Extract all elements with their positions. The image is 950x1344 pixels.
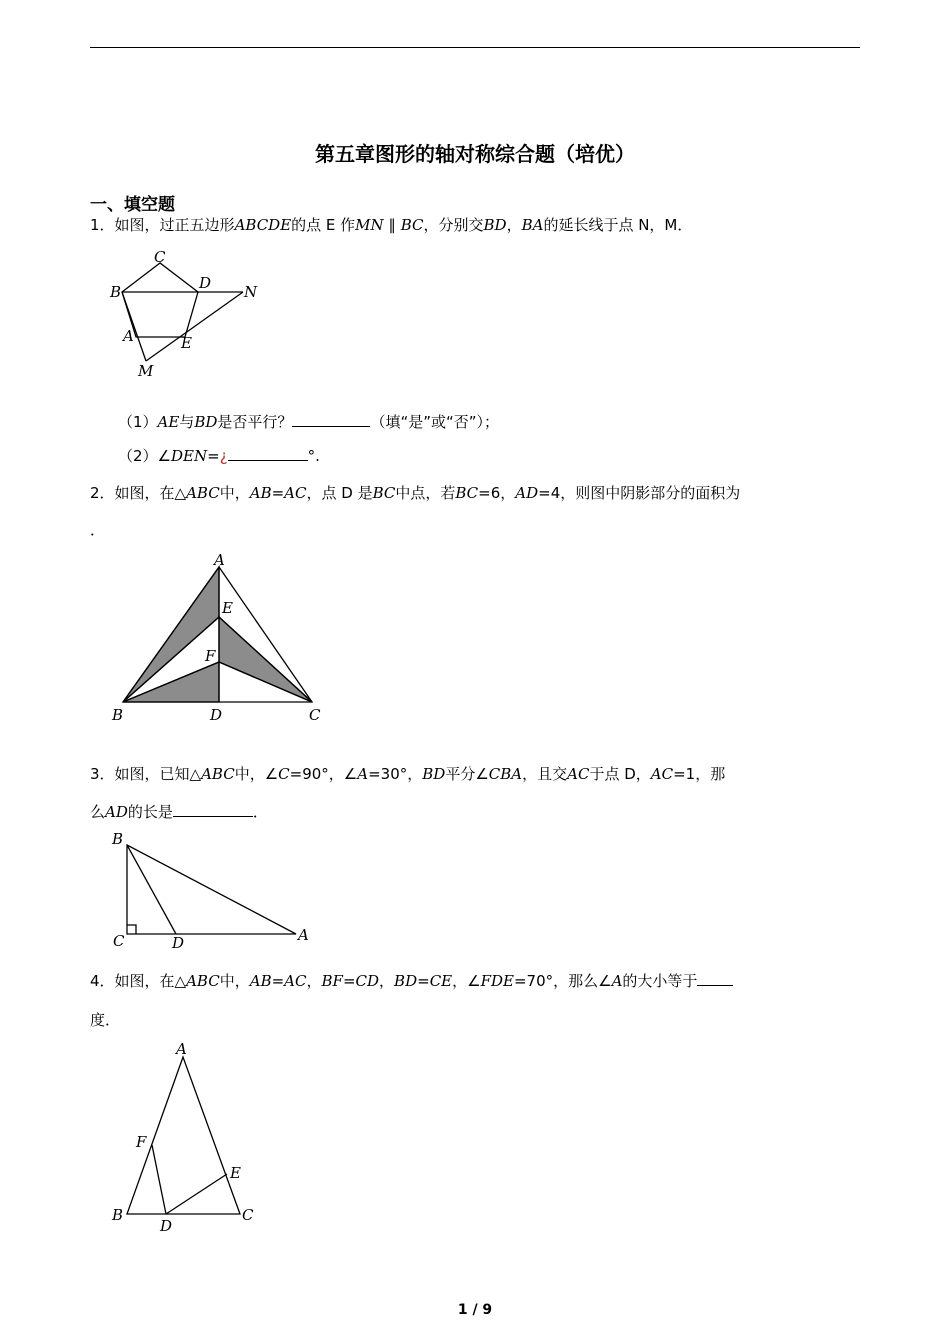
label-f: F	[136, 1133, 147, 1151]
label-b: B	[110, 283, 122, 301]
math: MN	[355, 216, 384, 234]
math: BA	[521, 216, 544, 234]
question-3-continuation: 么AD的长是 ．	[90, 803, 268, 821]
label-m: M	[138, 362, 154, 380]
question-1-part-1: （1）AE与BD是否平行？ （填“是”或“否”）；	[118, 413, 500, 431]
label-b: B	[112, 1206, 124, 1224]
question-2-text: 2．如图，在△ABC中，AB=AC，点 D 是BC中点，若BC=6，AD=4，则图中阴影部分的面积为	[90, 484, 741, 502]
label-b: B	[112, 830, 124, 848]
label-c: C	[154, 248, 166, 266]
label-d: D	[199, 274, 212, 292]
label-d: D	[160, 1217, 173, 1235]
question-number: 1．	[90, 216, 115, 234]
label-e: E	[181, 334, 192, 352]
label-d: D	[210, 706, 223, 724]
question-3-text: 3．如图，已知△ABC中，∠C=90°，∠A=30°，BD平分∠CBA，且交AC于点 D，AC=1，那	[90, 765, 726, 783]
label-a: A	[298, 926, 309, 944]
label-n: N	[244, 283, 258, 301]
label-c: C	[309, 706, 321, 724]
segment-fd	[152, 1145, 166, 1214]
label-c: C	[242, 1206, 254, 1224]
segment-de	[166, 1174, 227, 1214]
label-c: C	[113, 932, 125, 950]
text: ，分别交	[423, 216, 484, 234]
page-number: 1 / 9	[457, 1302, 493, 1318]
label-a: A	[214, 551, 225, 569]
label-f: F	[205, 647, 216, 665]
text: 如图，过正五边形	[114, 216, 235, 234]
math: BD	[483, 216, 507, 234]
label-e: E	[222, 599, 233, 617]
question-1-part-2: （2）∠DEN=¿ °.	[118, 447, 320, 465]
label-e: E	[230, 1164, 241, 1182]
label-b: B	[112, 706, 124, 724]
text: ，	[506, 216, 522, 234]
question-4-text: 4．如图，在△ABC中，AB=AC，BF=CD，BD=CE，∠FDE=70°，那么∠A的大小等于	[90, 971, 733, 991]
section-heading: 一、填空题	[90, 195, 175, 215]
question-2-continuation: ．	[90, 521, 106, 539]
label-a: A	[176, 1040, 187, 1058]
page-title: 第五章图形的轴对称综合题（培优）	[315, 142, 635, 166]
stray-glyph: ¿	[219, 447, 228, 465]
text: ∥	[383, 216, 401, 234]
label-d: D	[172, 934, 185, 952]
math: BC	[400, 216, 424, 234]
text: 的延长线于点 N，M．	[543, 216, 693, 234]
label-a: A	[123, 327, 134, 345]
text: 的点 E 作	[291, 216, 356, 234]
question-4-continuation: 度．	[90, 1011, 121, 1029]
math: ABCDE	[234, 216, 292, 234]
